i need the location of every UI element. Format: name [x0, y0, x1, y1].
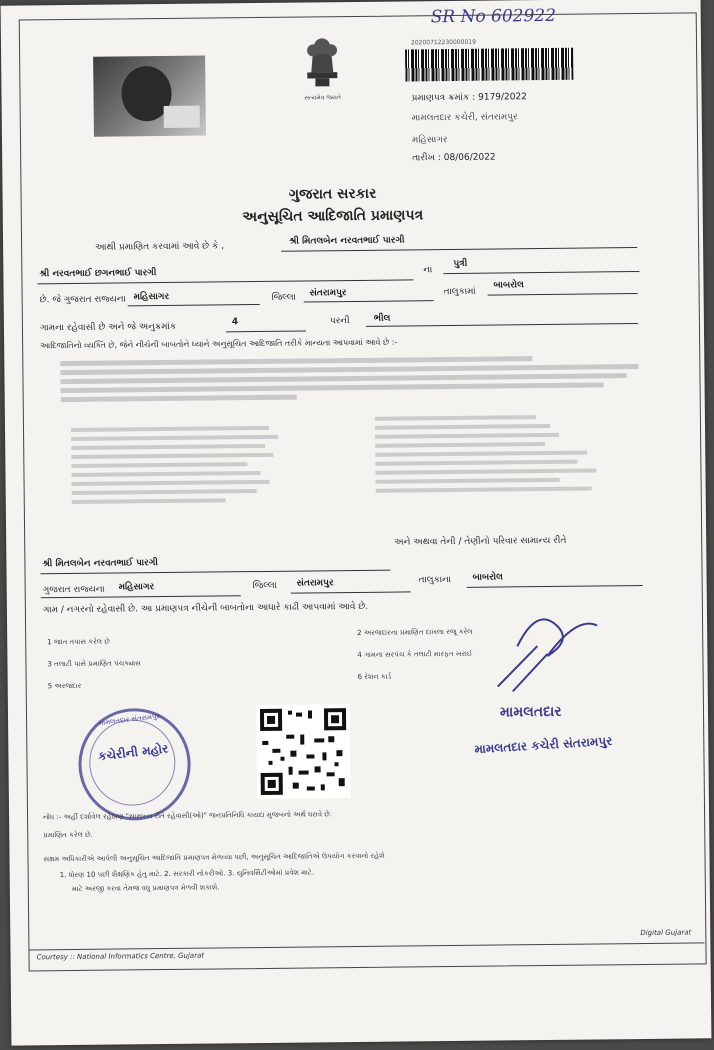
taluka2-label: તાલુકાના	[418, 575, 452, 586]
stamp-center-text: કચેરીની મહોર	[97, 741, 169, 764]
relation: પુત્રી	[453, 258, 468, 269]
certificate-number	[412, 92, 527, 103]
orders-paragraph	[60, 351, 650, 406]
signatory-title: મામલતદાર	[499, 703, 562, 721]
barcode-number: 20200712230000019	[410, 38, 476, 47]
family-text: અને અથવા તેની / તેણીનો પરિવાર સામાન્ય રીતે	[394, 535, 567, 548]
basis-item: 3 તલાટી પાસે પ્રમાણિત પંચક્યાસ	[47, 659, 141, 669]
state2-label: ગુજરાત રાજ્યના	[42, 584, 105, 596]
handwritten-signature	[477, 595, 618, 706]
father-name: શ્રી નરવતભાઈ છગનભાઈ પારગી	[39, 268, 157, 280]
certify-text: આથી પ્રમાણિત કરવામાં આવે છે કે ,	[95, 241, 225, 253]
second-holder-name: શ્રી મિતલબેન નરવતભાઈ પારગી	[42, 558, 159, 570]
orders-list-left	[71, 421, 292, 509]
certificate-paper	[1, 0, 712, 1046]
emblem-caption: સત્યમેવ જયતે	[304, 94, 341, 102]
office-line-1: મામલતદાર કચેરી, સંતરામપુર	[411, 112, 518, 124]
relation-prefix: ના	[423, 265, 433, 276]
village-label: ગામના રહેવાસી છે અને જે અનુક્રમાંક	[39, 321, 177, 334]
note-3: 1. ધોરણ 10 પછી શૈક્ષણિક હેતુ માટે. 2. સરકારી નોકરીઓ. 3. યુનિવર્સિટીઓમાં પ્રવેશ માટે.	[59, 868, 315, 880]
cert-no-value: 9179/2022	[478, 92, 527, 103]
barcode	[405, 48, 573, 82]
cert-no-label: પ્રમાણપત્ર ક્રમાંક :	[411, 92, 476, 104]
office-line-2: મહિસાગર	[411, 135, 448, 146]
government-title: ગુજરાત સરકાર	[288, 185, 377, 203]
basis-item: 5 અરજદાર	[47, 681, 82, 691]
basis-list-right	[357, 621, 473, 688]
district-value: મહિસાગર	[133, 291, 170, 303]
tribe-value: ભીલ	[373, 313, 391, 324]
district-label: જિલ્લા	[271, 292, 296, 303]
village2-value: બાબરોલ	[472, 572, 504, 583]
basis-item: 1 જાત તપાસ કરેલ છે	[47, 637, 110, 647]
issue-date	[412, 153, 496, 164]
note-4: માટે અરજી કરવા તેમજ વધુ પ્રમાણપત્ર મેળવી શકાશે.	[71, 883, 220, 893]
note-1: નોંધ :- અહીં દર્શાવેલ રહેઠાણ "સામાન્ય રીતે રહેવાસી(ઓ)" જનપ્રતિનિધિ કાયદા મુજબનો અર્થ ધરાવે છે.	[43, 810, 332, 822]
district2-label: જિલ્લા	[252, 580, 277, 592]
digital-gujarat-brand: Digital Gujarat	[640, 928, 692, 938]
date-label: તારીખ :	[412, 153, 441, 164]
basis-line: ગામ / નગરનો રહેવાસી છે. આ પ્રમાણપત્ર નીચેની બાબતોના આધારે કાઢી આપવામાં આવે છે.	[42, 601, 369, 616]
note-2: સક્ષમ અધિકારીએ આપેલી અનુસૂચિત આદિજાતિ પ્રમાણપત્ર મેળવ્યા પછી, અનુસૂચિત આદિજાતિએ ઉપયોગ કરવાનો રહેશે	[43, 851, 385, 864]
taluka-value: સંતરામપુર	[309, 288, 347, 299]
ashoka-emblem-icon	[299, 32, 346, 90]
basis-item: 4 ગામના સરપંચ કે તલાટી મારફત ખરાઈ	[357, 649, 473, 659]
tribe-label: પરની	[329, 316, 350, 327]
serial-number: 4	[231, 317, 239, 328]
village-value: બાબરોલ	[493, 280, 524, 291]
district2-value: મહિસાગર	[118, 582, 155, 593]
stamp-ring-text: મામલતદાર સંતરામપુર	[98, 712, 161, 728]
basis-item: 2 અરજદારના પ્રમાણિત દાખલા રજૂ કરેલ	[357, 627, 473, 637]
orders-list-right	[375, 409, 606, 497]
basis-item: 6 રેશન કાર્ડ	[357, 672, 392, 681]
taluka-label: તાલુકામાં	[443, 286, 476, 298]
note-1b: પ્રમાણિત કરેલ છે.	[43, 830, 93, 840]
handwritten-serial-number: SR No 602922	[430, 5, 557, 28]
date-value: 08/06/2022	[443, 152, 496, 164]
certificate-title: અનુસૂચિત આદિજાતિ પ્રમાણપત્ર	[242, 207, 424, 226]
basis-list-left	[47, 630, 141, 697]
notification-intro: આદિજાતિનો વ્યક્તિ છે, જેને નીચેની બાબતોને ધ્યાને અનુસૂચિત આદિજાતિ તરીકે માન્યતા આપવામાં આવે છે :-	[40, 337, 398, 351]
courtesy-text: Courtesy :: National Informatics Centre, Gujarat	[36, 951, 205, 962]
state-emblem	[297, 32, 348, 109]
holder-name: શ્રી મિતલબેન નરવતભાઈ પારગી	[289, 235, 405, 247]
taluka2-value: સંતરામપુર	[296, 578, 334, 589]
applicant-photo	[93, 56, 206, 137]
signatory-office: મામલતદાર કચેરી સંતરામપુર	[474, 733, 613, 757]
state-label: છે. જે ગુજરાત રાજ્યના	[39, 294, 126, 306]
qr-code	[256, 704, 351, 799]
